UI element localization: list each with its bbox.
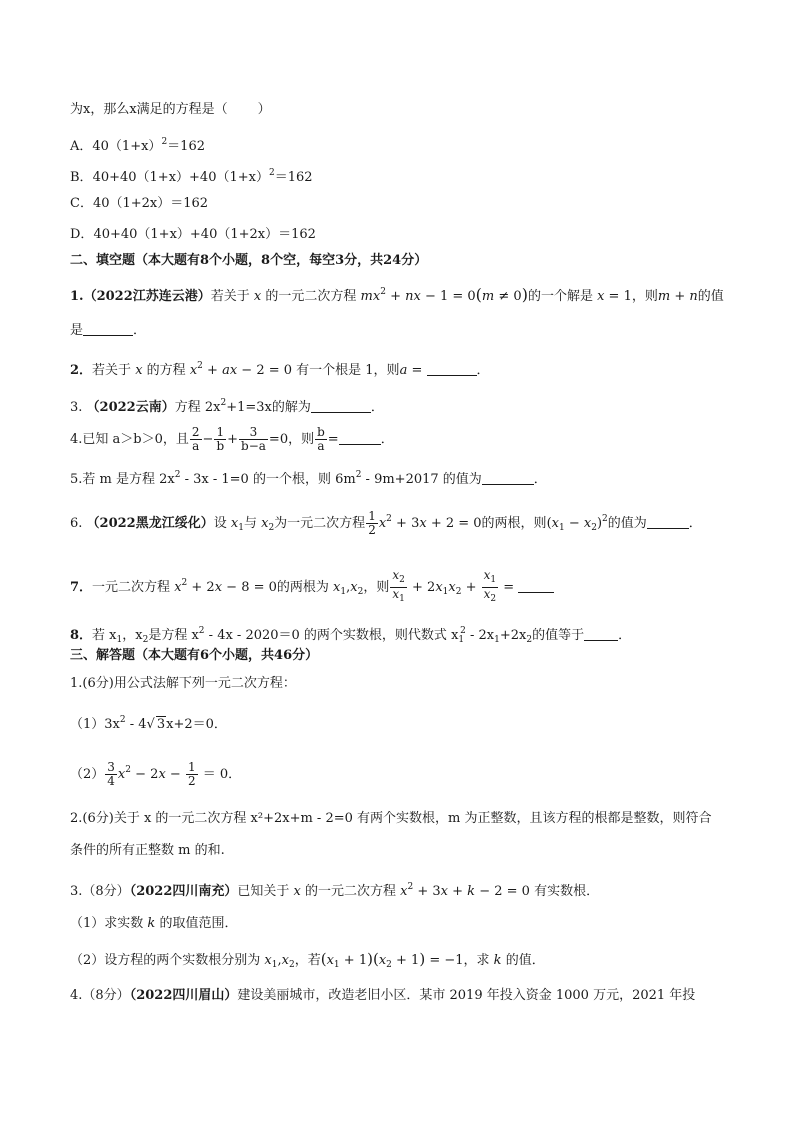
- fill-q5: 5.若 m 是方程 $2x^2 - 3x - 1=0$ 的一个根，则 $6m^2 - 9m+2017$ 的值为 ．: [70, 470, 547, 487]
- q-text: - 2x: [465, 628, 495, 643]
- q-text: ，求: [463, 953, 490, 968]
- solve-q3-part1: （1）求实数 k 的取值范围．: [70, 916, 238, 931]
- q-text: ，则: [363, 580, 390, 595]
- q-text: 设: [213, 516, 227, 531]
- q-text: x+2＝0．: [166, 717, 227, 732]
- solve-q1-part2: （2） $\frac{3}{4}$ $x^2 - 2x$ − $\frac{1}{2}$ ＝ 0．: [70, 760, 242, 788]
- q-text: 有实数根．: [534, 884, 600, 899]
- q-text: - 4: [125, 717, 147, 732]
- fill-q3: 3. （2022云南）方程 $2x^2+1=3x$的解为 ．: [70, 398, 384, 415]
- q-text: 若 m 是方程 2x: [82, 472, 175, 487]
- fill-q8: 8．若 $x_1$，$x_2$是方程 $x^2 - 4x - 2020=0$ 的两个实数根，则代数式 $x_1^2 - 2x_1+2x_2$的值等于 ．: [70, 626, 632, 645]
- q-text: 若关于: [210, 289, 250, 304]
- q-num: 5.: [70, 472, 83, 487]
- option-c: [70, 195, 730, 213]
- fill-q1-cont: [70, 322, 730, 340]
- answer-blank[interactable]: [584, 627, 618, 641]
- option-exp: 2: [161, 137, 168, 147]
- q-text: =0，则: [268, 432, 315, 447]
- fill-q2: 2．若关于 x 的方程 $x^2$ + ax − 2 = 0 有一个根是 1，则a = ．: [70, 361, 490, 378]
- q-num: 6.: [70, 516, 83, 531]
- solve-q1-intro: 1.(6分)用公式法解下列一元二次方程：: [70, 676, 296, 691]
- q-text: 的两根，则: [481, 516, 547, 531]
- q-source: （2022黑龙江绥化）: [86, 516, 214, 531]
- q-num: 2．: [70, 363, 93, 378]
- fill-q1: 1.（2022江苏连云港）若关于 x 的一元二次方程 $mx^2$ + nx − 1 = 0(m ≠ 0)的一个解是 x = 1，则m + n的值: [70, 285, 724, 304]
- q-text: 的值: [697, 289, 724, 304]
- q-num: 4.: [70, 432, 83, 447]
- q-text: ．: [476, 363, 490, 378]
- q-num: 1.: [70, 289, 84, 304]
- option-text: 40+40（1+x）+40（1+2x）＝162: [93, 227, 316, 242]
- q-text: （2）: [70, 767, 105, 782]
- q-text: 有一个根是 1，则: [296, 363, 400, 378]
- q-num: 7．: [70, 580, 93, 595]
- q-text: 方程 2x: [174, 400, 221, 415]
- q-text: 的取值范围．: [159, 916, 238, 931]
- answer-blank[interactable]: [339, 431, 381, 445]
- q-text: 若 x: [92, 628, 117, 643]
- q-text: 已知关于: [237, 884, 290, 899]
- q-text: ．: [133, 323, 147, 338]
- q-text: +2x: [499, 628, 527, 643]
- option-label: A．: [70, 139, 93, 154]
- section2-heading: 二、填空题（本大题有8个小题，8个空，每空3分，共24分）: [70, 253, 428, 268]
- q-text: +1=3x的解为: [226, 400, 311, 415]
- mc-stem-text: 为x，那么x满足的方程是（: [70, 102, 228, 117]
- q-text: 的值．: [505, 953, 545, 968]
- q-text: ．: [688, 516, 702, 531]
- option-exp: 2: [268, 168, 275, 178]
- q-text: ．: [380, 432, 394, 447]
- q-text: 的两根为: [276, 580, 329, 595]
- fill-q6: 6. （2022黑龙江绥化）设 $x_1$与 $x_2$为一元二次方程 $\frac{1}{2}$ $x^2 + 3x + 2 = 0$的两根，则$(x_1 - x_2)^2$的值为 ．: [70, 509, 702, 537]
- mc-stem-close: ）: [257, 102, 271, 117]
- option-rest: ＝162: [274, 170, 313, 185]
- q-text: ．: [533, 472, 547, 487]
- q-text: 的一元二次方程: [265, 289, 357, 304]
- option-d: [70, 226, 730, 244]
- answer-blank[interactable]: [482, 471, 534, 485]
- option-text: 40（1+x）: [92, 139, 162, 154]
- q-source: （2022江苏连云港）: [83, 289, 211, 304]
- answer-blank[interactable]: [311, 399, 371, 413]
- q-text: - 4x - 2020＝0 的两个实数根，则代数式 x: [204, 628, 459, 643]
- q-text: 建设美丽城市，改造老旧小区．某市 2019 年投入资金 1000 万元，2021 年投: [237, 988, 696, 1003]
- q-text: 与: [243, 516, 257, 531]
- q-text: 的值等于: [532, 628, 585, 643]
- q-text: 是方程 x: [148, 628, 199, 643]
- q-text: 若关于: [92, 363, 132, 378]
- solve-q3: 3.（8分）（2022四川南充）已知关于 x 的一元二次方程 $x^2 + 3x + k - 2 = 0$ 有实数根．: [70, 882, 600, 899]
- q-text: 的一个解是: [527, 289, 593, 304]
- answer-blank[interactable]: [647, 515, 689, 529]
- q-text: - 9m+2017 的值为: [361, 472, 482, 487]
- q-text: 是: [70, 323, 84, 338]
- q-num: 8．: [70, 628, 93, 643]
- option-label: C．: [70, 196, 93, 211]
- q-text: ，若: [294, 953, 321, 968]
- q-text: 已知 a＞b＞0，且: [82, 432, 189, 447]
- q-num: 3.（8分）: [70, 884, 130, 899]
- q-num: 3.: [70, 400, 83, 415]
- q-text: ．: [370, 400, 384, 415]
- q-text: （1）3x: [70, 717, 120, 732]
- solve-q3-part2: （2）设方程的两个实数根分别为 $x_1,x_2$，若$(x_1 + 1)(x_2 + 1) = -1$，求 k 的值．: [70, 950, 545, 970]
- q-text: 为一元二次方程: [274, 516, 366, 531]
- solve-q2-line1: 2.(6分)关于 x 的一元二次方程 x²+2x+m - 2=0 有两个实数根，m 为正整数，且该方程的根都是整数，则符合: [70, 811, 712, 826]
- q-text: ．: [618, 628, 632, 643]
- q-text: =: [327, 432, 339, 447]
- option-text: 40+40（1+x）+40（1+x）: [92, 170, 269, 185]
- q-source: （2022云南）: [86, 400, 175, 415]
- answer-blank[interactable]: [427, 362, 477, 376]
- fill-q4: 4.已知 a＞b＞0，且 $\frac{2}{a}$ − $\frac{1}{b}$ + $\frac{3}{b-a}$ =0，则 $\frac{b}{a}$ = ．: [70, 425, 394, 453]
- q-text: - 3x - 1=0 的一个根，则 6m: [180, 472, 356, 487]
- option-b: [70, 164, 730, 187]
- q-text: ，则: [631, 289, 658, 304]
- q-source: （2022四川南充）: [129, 884, 238, 899]
- solve-q1-part1: $(1)3x^2 - 4√$ 3x+2＝0．: [70, 715, 227, 732]
- q-text: 的方程: [146, 363, 186, 378]
- fill-q7: 7．一元二次方程 $x^2 + 2x - 8 = 0$的两根为 $x_1,x_2$，则 $\frac{x_2}{x_1}$ + $2x_1x_2$ + $\frac{x_1}{x_2}$ =: [70, 569, 730, 606]
- q-text: 的一元二次方程: [305, 884, 397, 899]
- solve-q4: [70, 987, 730, 1005]
- solve-q2-line2: 条件的所有正整数 m 的和.: [70, 843, 225, 858]
- answer-blank[interactable]: [83, 322, 133, 336]
- q-source: （2022四川眉山）: [129, 988, 238, 1003]
- answer-blank[interactable]: [518, 579, 554, 593]
- q-text: 一元二次方程: [92, 580, 171, 595]
- option-a: [70, 133, 730, 156]
- q-text: （2）设方程的两个实数根分别为: [70, 953, 261, 968]
- option-rest: ＝162: [167, 139, 205, 154]
- option-label: D．: [70, 227, 94, 242]
- q-text: 的值为: [607, 516, 647, 531]
- q-text: ，x: [122, 628, 143, 643]
- q-text: （1）求实数: [70, 916, 144, 931]
- section3-heading: 三、解答题（本大题有6个小题，共46分）: [70, 648, 319, 663]
- q-text: ＝ 0．: [202, 767, 242, 782]
- option-text: 40（1+2x）＝162: [92, 196, 209, 211]
- q-num: 4.（8分）: [70, 988, 130, 1003]
- option-label: B．: [70, 170, 93, 185]
- mc-stem: [70, 101, 730, 119]
